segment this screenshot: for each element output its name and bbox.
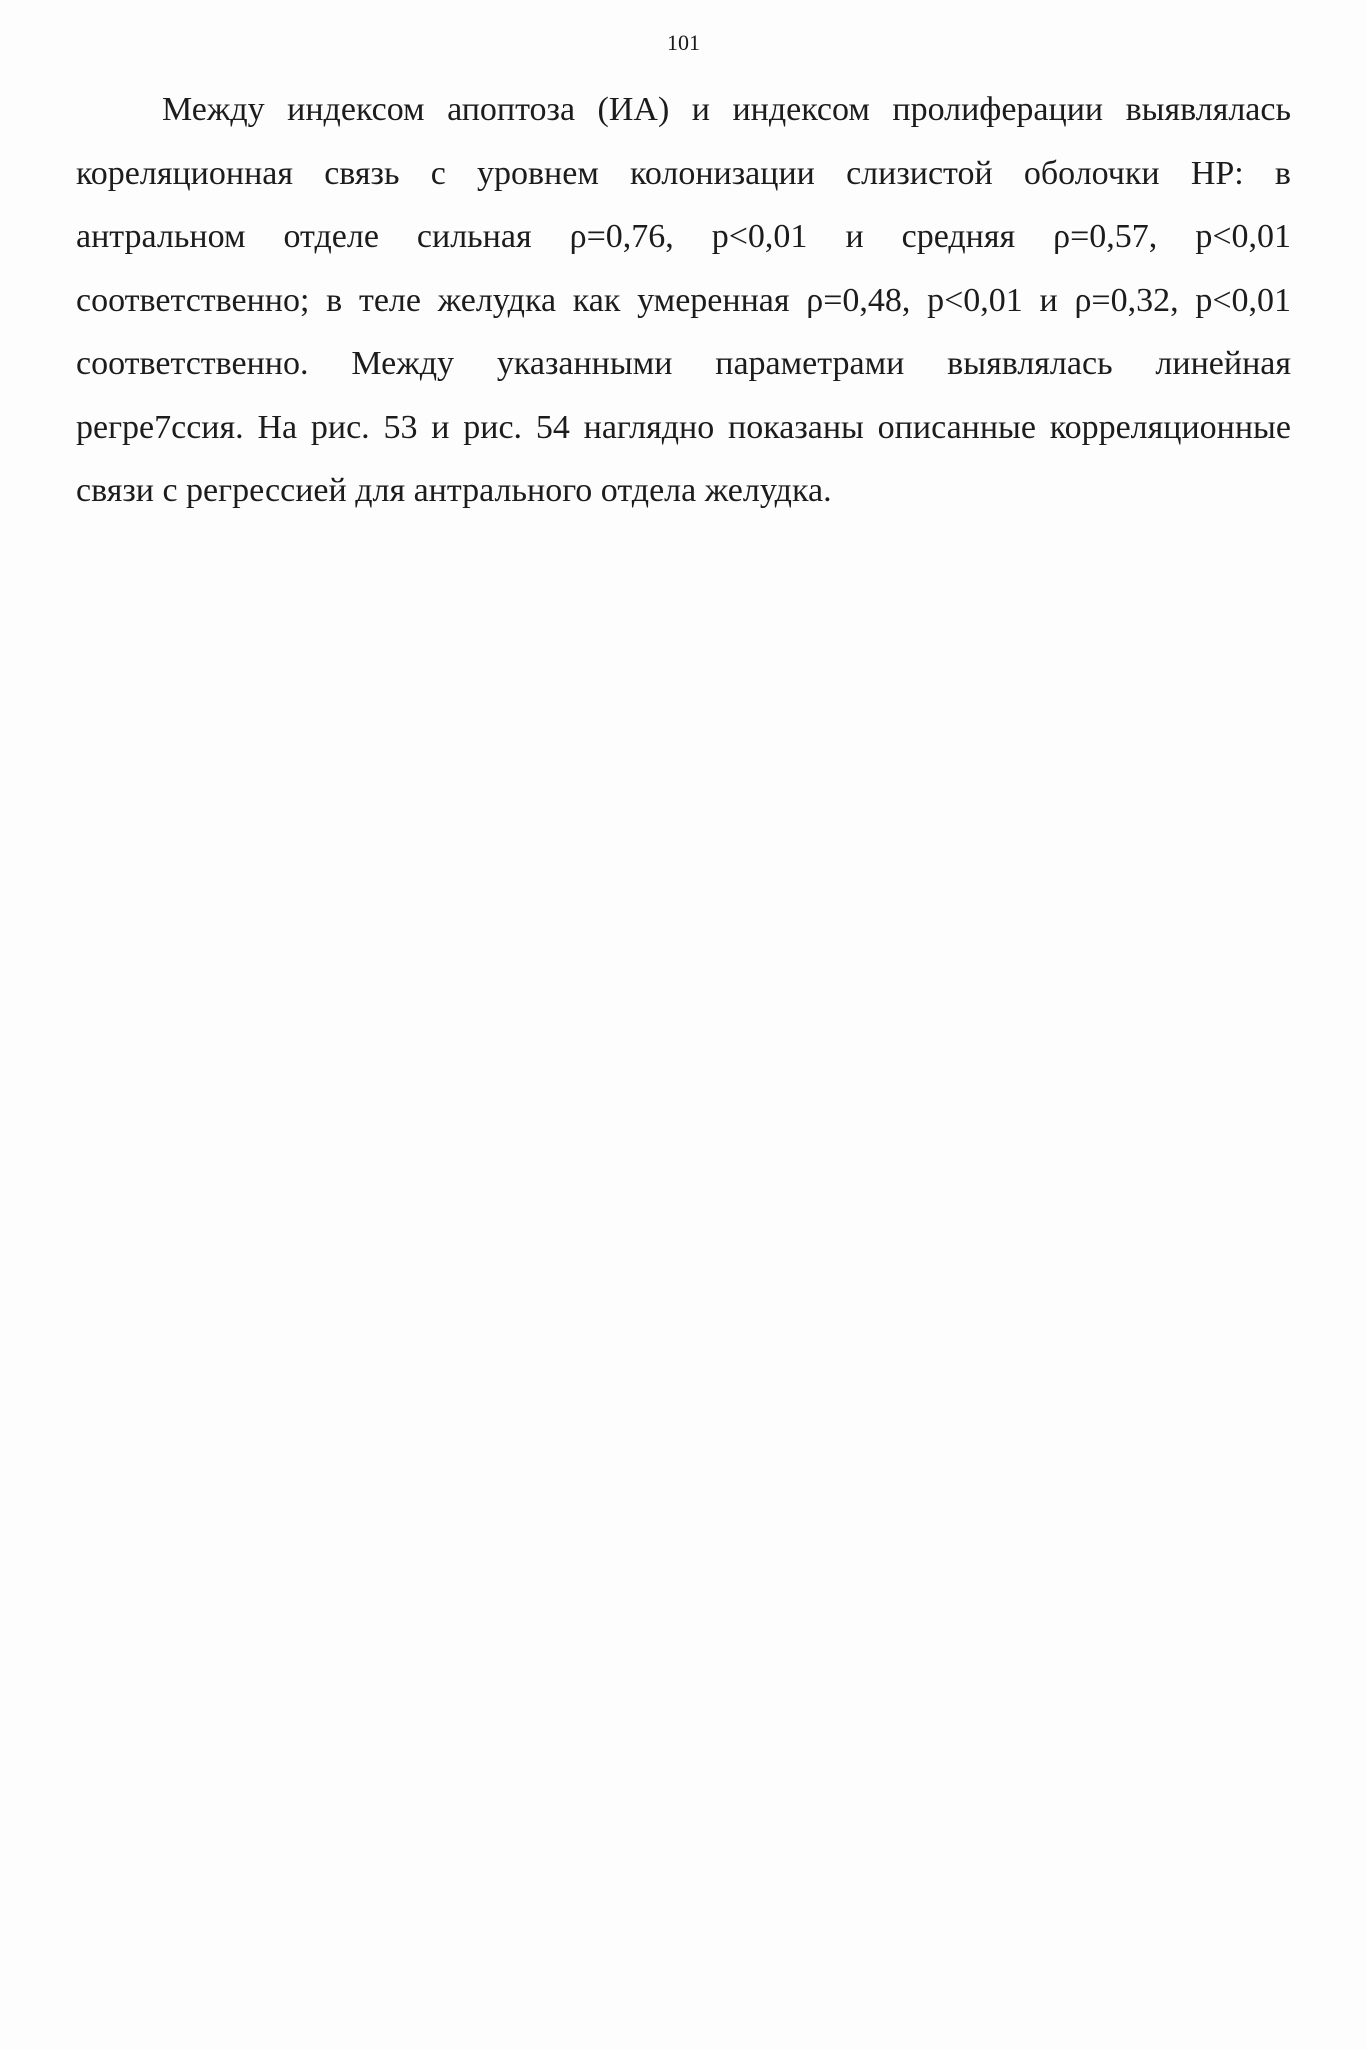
paragraph-line: соответственно. Между указанными параметрами выявлялась линейная [76, 345, 1291, 382]
paragraph-line: кореляционная связь с уровнем колонизации слизистой оболочки HP: в [76, 154, 1291, 192]
paragraph-line: соответственно; в теле желудка как умеренная ρ=0,48, p<0,01 и ρ=0,32, p<0,01 [76, 281, 1291, 319]
body-paragraph [76, 78, 1291, 523]
paragraph-line: антральном отделе сильная ρ=0,76, p<0,01 и средняя ρ=0,57, p<0,01 [76, 218, 1291, 255]
paragraph-line: связи с регрессией для антрального отдела желудка. [76, 472, 832, 509]
page-number: 101 [667, 30, 700, 55]
paragraph-line: регре7ссия. На рис. 53 и рис. 54 наглядно показаны описанные корреляционные [76, 408, 1291, 446]
paragraph-line: Между индексом апоптоза (ИА) и индексом пролиферации выявлялась [162, 91, 1291, 128]
